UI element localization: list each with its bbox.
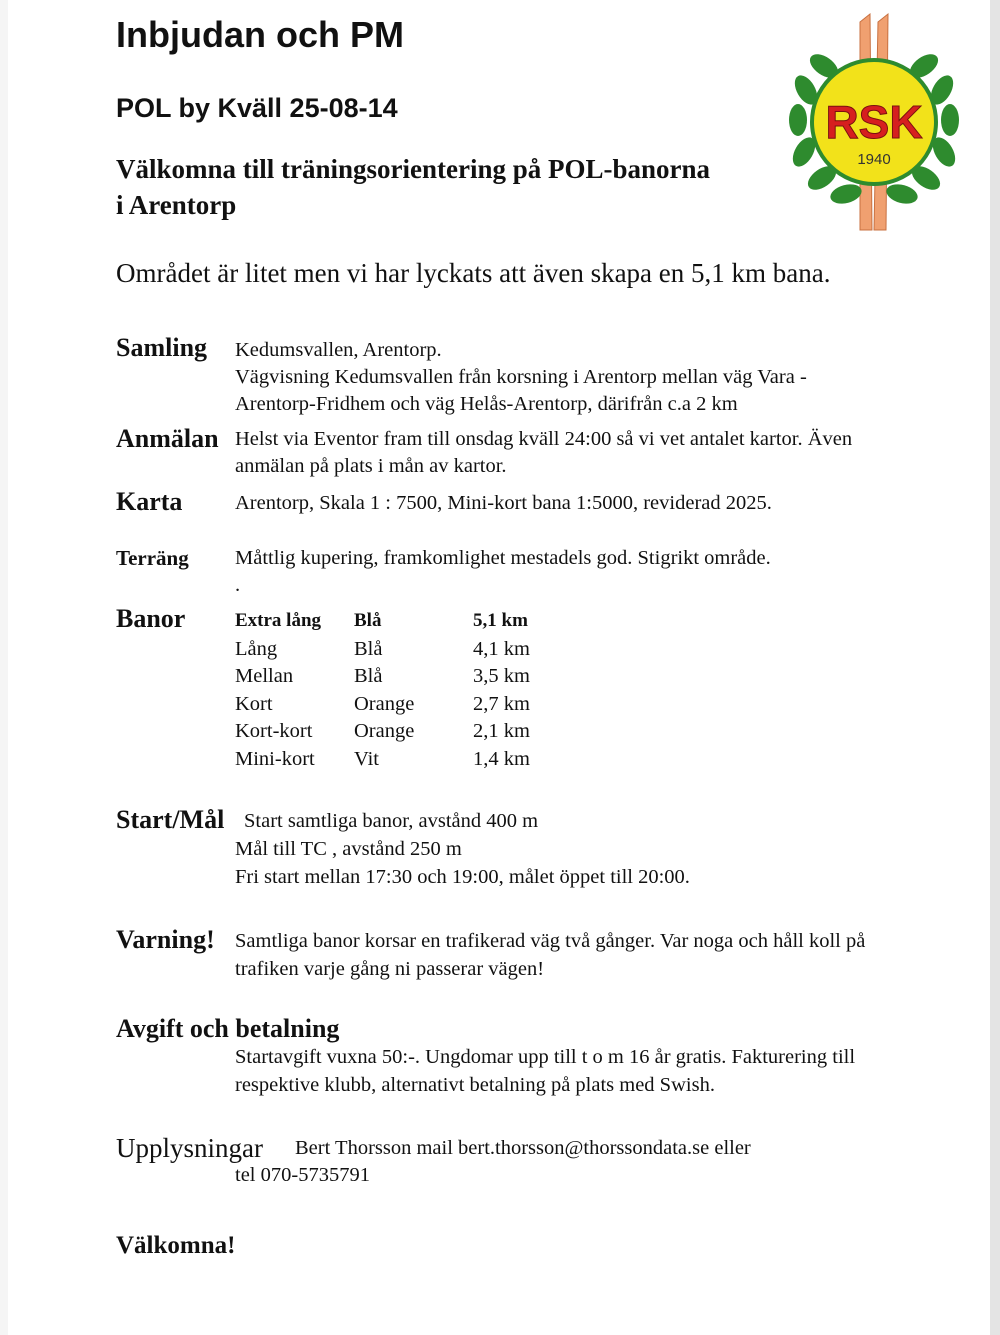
closing-text: Välkomna! [116, 1232, 236, 1259]
intro-text: Området är litet men vi har lyckats att även skapa en 5,1 km bana. [116, 258, 831, 288]
course-color: Orange [354, 692, 415, 715]
varning-line-1: Samtliga banor korsar en trafikerad väg två gånger. Var noga och håll koll på [235, 930, 866, 952]
banor-header-color: Blå [354, 610, 382, 631]
samling-label: Samling [116, 333, 208, 362]
upplysningar-line-2: tel 070-5735791 [235, 1164, 370, 1186]
course-color: Blå [354, 665, 383, 688]
samling-line-3: Arentorp-Fridhem och väg Helås-Arentorp, därifrån c.a 2 km [235, 393, 738, 415]
table-row [235, 693, 563, 721]
startmal-line-2: Mål till TC , avstånd 250 m [235, 838, 462, 860]
page-edge [990, 0, 1000, 1335]
course-length: 3,5 km [473, 665, 530, 688]
welcome-heading-line-1: Välkomna till träningsorientering på POL-banorna [116, 154, 711, 184]
karta-text: Arentorp, Skala 1 : 7500, Mini-kort bana 1:5000, reviderad 2025. [235, 492, 772, 514]
varning-line-2: trafiken varje gång ni passerar vägen! [235, 958, 545, 980]
document-subtitle: POL by Kväll 25-08-14 [116, 93, 398, 123]
rsk-club-logo [784, 10, 964, 232]
samling-line-2: Vägvisning Kedumsvallen från korsning i Arentorp mellan väg Vara - [235, 366, 807, 388]
terrang-text: Måttlig kupering, framkomlighet mestadels god. Stigrikt område. [235, 547, 771, 569]
avgift-label: Avgift och betalning [116, 1014, 340, 1043]
terrang-label: Terräng [116, 546, 189, 570]
banor-header-course: Extra lång [235, 610, 322, 631]
upplysningar-line-1: Bert Thorsson mail bert.thorsson@thorssondata.se eller [295, 1137, 751, 1159]
logo-letters: RSK [825, 96, 923, 148]
banor-header-length: 5,1 km [473, 610, 528, 631]
startmal-line-3: Fri start mellan 17:30 och 19:00, målet öppet till 20:00. [235, 866, 690, 888]
anmalan-line-2: anmälan på plats i mån av kartor. [235, 455, 507, 477]
samling-line-1: Kedumsvallen, Arentorp. [235, 339, 442, 361]
course-color: Blå [354, 637, 383, 660]
startmal-line-1: Start samtliga banor, avstånd 400 m [244, 810, 539, 832]
table-row [235, 665, 563, 693]
banor-table-header [235, 610, 563, 638]
course-name: Lång [235, 637, 278, 660]
upplysningar-label: Upplysningar [116, 1133, 263, 1163]
table-row [235, 720, 563, 748]
karta-label: Karta [116, 487, 183, 516]
course-length: 1,4 km [473, 747, 530, 770]
startmal-label: Start/Mål [116, 805, 225, 834]
course-color: Orange [354, 720, 415, 743]
anmalan-label: Anmälan [116, 424, 219, 453]
avgift-line-2: respektive klubb, alternativt betalning på plats med Swish. [235, 1074, 715, 1096]
table-row [235, 638, 563, 666]
course-name: Mellan [235, 665, 294, 688]
table-row [235, 748, 563, 776]
logo-year: 1940 [857, 151, 891, 168]
avgift-line-1: Startavgift vuxna 50:-. Ungdomar upp till t o m 16 år gratis. Fakturering till [235, 1046, 856, 1068]
varning-label: Varning! [116, 925, 215, 954]
course-name: Kort-kort [235, 720, 313, 743]
anmalan-line-1: Helst via Eventor fram till onsdag kväll 24:00 så vi vet antalet kartor. Även [235, 428, 853, 450]
course-name: Kort [235, 692, 273, 715]
course-length: 2,7 km [473, 692, 530, 715]
course-length: 2,1 km [473, 720, 530, 743]
welcome-heading-line-2: i Arentorp [116, 190, 237, 220]
banor-table [235, 610, 563, 776]
banor-label: Banor [116, 604, 186, 633]
terrang-dot: . [235, 574, 241, 596]
course-length: 4,1 km [473, 637, 530, 660]
document-title: Inbjudan och PM [116, 14, 404, 55]
document-page [8, 0, 990, 1335]
course-name: Mini-kort [235, 747, 315, 770]
course-color: Vit [354, 747, 379, 770]
